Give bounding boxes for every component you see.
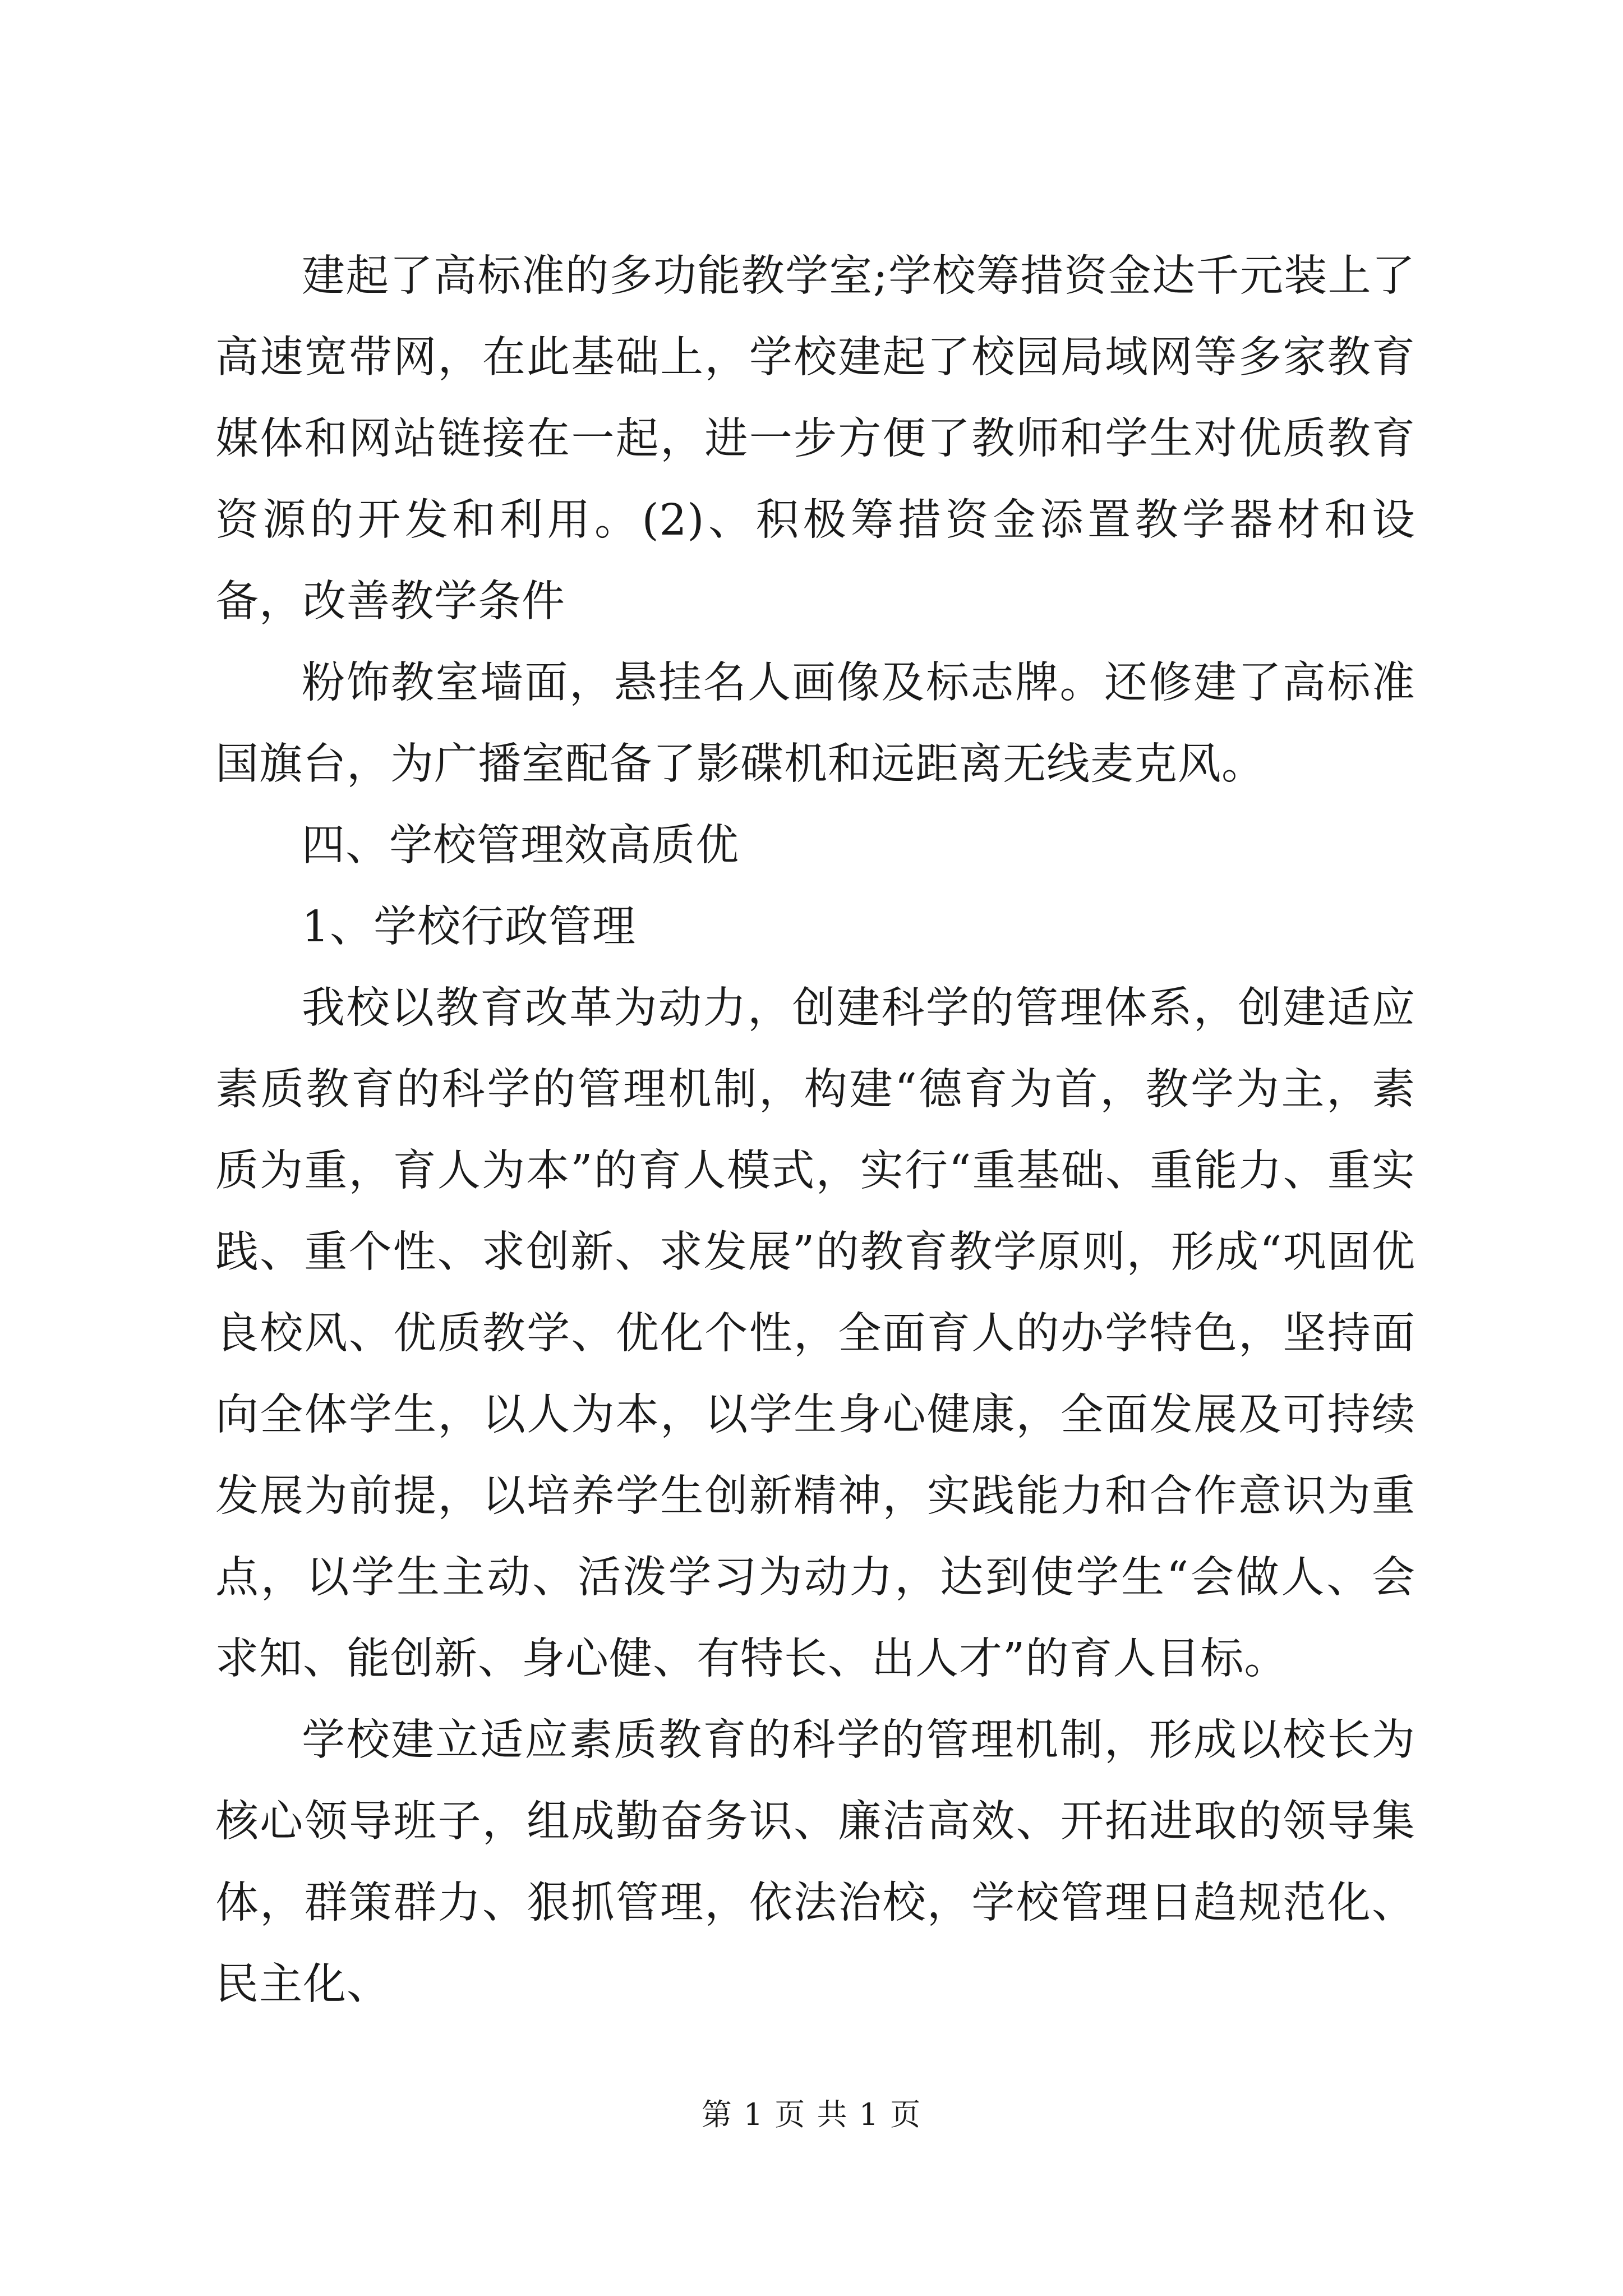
paragraph-3: 我校以教育改革为动力，创建科学的管理体系，创建适应素质教育的科学的管理机制，构建“德育为首，教学为主，素质为重，育人为本”的育人模式，实行“重基础、重能力、重实践、重个性、求创新、求发展”的教育教学原则，形成“巩固优良校风、优质教学、优化个性，全面育人的办学特色，坚持面向全体学生，以人为本，以学生身心健康，全面发展及可持续发展为前提，以培养学生创新精神，实践能力和合作意识为重点，以学生主动、活泼学习为动力，达到使学生“会做人、会求知、能创新、身心健、有特长、出人才”的育人目标。 [215,983,1415,1684]
section-heading-4: 四、学校管理效高质优 [302,821,739,871]
paragraph-2: 粉饰教室墙面，悬挂名人画像及标志牌。还修建了高标准国旗台，为广播室配备了影碟机和远距离无线麦克风。 [215,658,1415,789]
document-body [215,236,1415,2025]
paragraph-1: 建起了高标准的多功能教学室;学校筹措资金达千元装上了高速宽带网，在此基础上，学校建起了校园局域网等多家教育媒体和网站链接在一起，进一步方便了教师和学生对优质教育资源的开发和利用。(2)、积极筹措资金添置教学器材和设备，改善教学条件 [215,251,1415,627]
page-footer: 第 1 页 共 1 页 [701,2097,922,2132]
subsection-heading-1: 1、学校行政管理 [302,902,636,952]
paragraph-4: 学校建立适应素质教育的科学的管理机制，形成以校长为核心领导班子，组成勤奋务识、廉洁高效、开拓进取的领导集体，群策群力、狠抓管理，依法治校，学校管理日趋规范化、民主化、 [215,1715,1415,2009]
